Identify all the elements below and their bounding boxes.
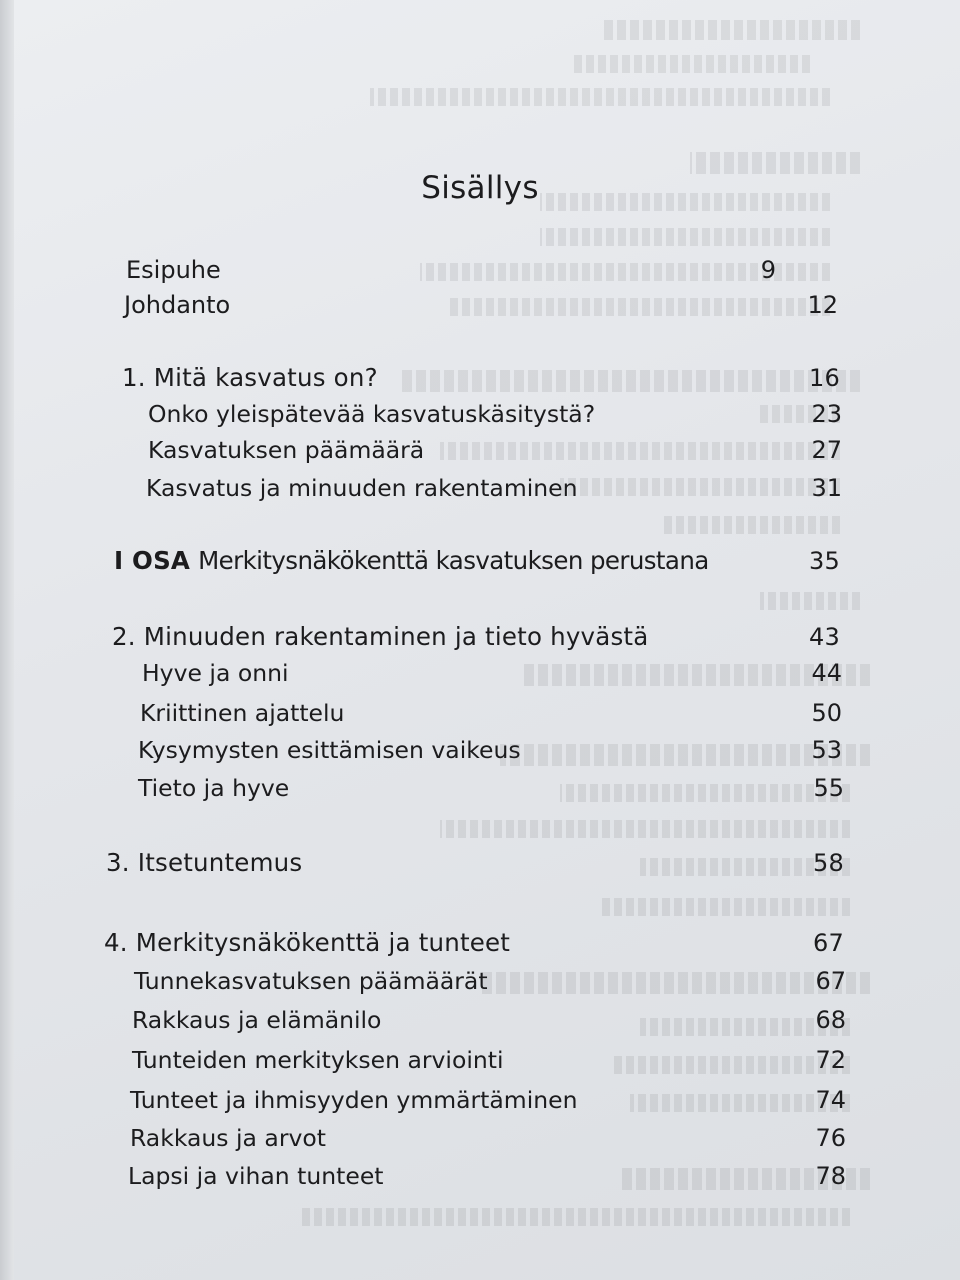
page-title: Sisällys	[421, 170, 539, 206]
toc-entry-page: 58	[813, 849, 844, 877]
toc-entry-label: 4. Merkitysnäkökenttä ja tunteet	[104, 928, 511, 957]
toc-entry-page: 43	[809, 623, 840, 651]
toc-entry-label: Rakkaus ja arvot	[130, 1124, 326, 1152]
toc-entry-label: Rakkaus ja elämänilo	[132, 1006, 382, 1034]
part-number: I OSA	[114, 546, 191, 575]
toc-entry-page: 23	[811, 400, 842, 428]
toc-entry-page: 74	[815, 1086, 846, 1114]
toc-entry-page: 76	[815, 1124, 846, 1152]
toc-entry-label: Tunnekasvatuksen päämäärät	[134, 967, 488, 995]
toc-entry-label: Tunteiden merkityksen arviointi	[132, 1046, 504, 1074]
toc-entry-label: Onko yleispätevää kasvatuskäsitystä?	[148, 400, 596, 428]
toc-entry-label: Hyve ja onni	[142, 659, 289, 687]
toc-entry-label: Kysymysten esittämisen vaikeus	[138, 736, 521, 764]
toc-entry-page: 31	[811, 474, 842, 502]
toc-entry-label: Lapsi ja vihan tunteet	[128, 1162, 384, 1190]
toc-entry-page: 16	[809, 364, 840, 392]
toc-entry-page: 67	[815, 967, 846, 995]
toc-entry-label: Tieto ja hyve	[138, 774, 290, 802]
toc-entry-label	[114, 545, 709, 577]
toc-entry-page: 53	[811, 736, 842, 764]
toc-entry-page: 50	[811, 699, 842, 727]
toc-entry-label: Kriittinen ajattelu	[140, 699, 345, 727]
toc-entry-page: 72	[815, 1046, 846, 1074]
toc-entry-page: 44	[811, 659, 842, 687]
toc-entry-label: Tunteet ja ihmisyyden ymmärtäminen	[130, 1086, 578, 1114]
toc-entry-page: 68	[815, 1006, 846, 1034]
toc-entry-label: Kasvatuksen päämäärä	[148, 436, 425, 464]
toc-entry-label: 1. Mitä kasvatus on?	[122, 363, 378, 392]
toc-entry-page: 67	[813, 929, 844, 957]
toc-entry-label: Esipuhe	[126, 256, 221, 284]
toc-entry-page: 35	[809, 547, 840, 575]
toc-entry-label: 2. Minuuden rakentaminen ja tieto hyvästä	[112, 622, 649, 651]
toc-entry-page: 27	[811, 436, 842, 464]
toc-entry-label: 3. Itsetuntemus	[106, 848, 303, 877]
toc-entry-label: Kasvatus ja minuuden rakentaminen	[146, 474, 578, 502]
toc-entry-page: 78	[815, 1162, 846, 1190]
toc-entry-page: 12	[807, 291, 838, 319]
toc-entry-page: 55	[813, 774, 844, 802]
toc-entry-label: Johdanto	[124, 291, 231, 319]
toc-entry-page: 9	[760, 256, 776, 284]
part-title: Merkitysnäkökenttä kasvatuksen perustana	[198, 546, 709, 575]
